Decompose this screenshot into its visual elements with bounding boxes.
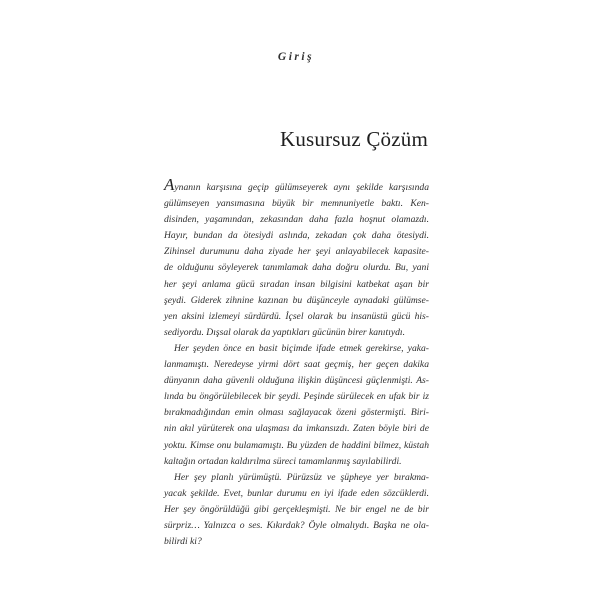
running-header: Giriş — [277, 51, 315, 63]
text-line: nin akıl yürüterek ona ulaşması da imkansızdı. Zaten böyle biri de — [164, 423, 429, 435]
text-line: şeydi. Giderek zihnine kazınan bu düşünceyle aynadaki gülümse- — [164, 294, 429, 306]
text-line: disinden, yaşamından, zekasından daha fazla hoşnut olamazdı. — [164, 214, 429, 226]
text-line: Zihinsel durumunu daha ziyade her şeyi anlayabilecek kapasite- — [164, 246, 429, 258]
paragraph — [164, 341, 429, 470]
chapter-title: Kusursuz Çözüm — [279, 127, 428, 151]
text-line: Her şeyden önce en basit biçimde ifade etmek gerekirse, yaka- — [174, 342, 429, 354]
text-line: sediyordu. Dışsal olarak da yaptıkları gücünün birer kanıtıydı. — [164, 326, 405, 338]
text-line: gülümseyen yansımasına büyük bir memnuniyetle baktı. Ken- — [164, 198, 429, 210]
text-line: her şeyi anlama gücü sıradan insan bilgisini katbekat aşan bir — [164, 278, 429, 290]
chapter-body — [164, 175, 429, 550]
text-line: lında bu öngörülebilecek bir şeydi. Peşinde sürülecek en ufak bir iz — [164, 391, 429, 403]
text-line: lanmamıştı. Neredeyse yirmi dört saat geçmiş, her geçen dakika — [164, 359, 429, 371]
text-line: dünyanın daha güvenli olduğuna ilişkin düşüncesi güçlenmişti. As- — [164, 375, 429, 387]
paragraph — [164, 470, 429, 550]
text-line: de olduğunu söyleyerek tanımlamak daha doğru olurdu. Bu, yani — [164, 262, 429, 274]
text-line: yoktu. Kimse onu bulamamıştı. Bu yüzden de haddini bilmez, küstah — [164, 439, 429, 451]
text-line: Her şey öngörüldüğü gibi gerçekleşmişti. Ne bir engel ne de bir — [164, 503, 429, 515]
text-line: Her şey planlı yürümüştü. Pürüzsüz ve şüpheye yer bırakma- — [174, 471, 429, 483]
drop-cap: A — [164, 175, 175, 194]
text-line: bırakmadığından emin olması sağlayacak özeni göstermişti. Biri- — [164, 407, 429, 419]
text-line: Aynanın karşısına geçip gülümseyerek aynı şekilde karşısında — [164, 175, 429, 194]
text-line: kaltağın ortadan kaldırılma süreci tamamlanmış sayılabilirdi. — [164, 455, 402, 467]
text-line: yacak şekilde. Evet, bunlar durumu en iyi ifade eden sözcüklerdi. — [164, 487, 429, 499]
paragraph — [164, 175, 429, 341]
text-line: Hayır, bundan da ötesiydi aslında, zekadan çok daha ötesiydi. — [164, 230, 429, 242]
text-line: sürpriz… Yalnızca o ses. Kıkırdak? Öyle olmalıydı. Başka ne ola- — [164, 519, 429, 531]
text-line: bilirdi ki? — [164, 536, 202, 548]
text-line: yen aksini izlemeyi sürdürdü. İçsel olarak bu insanüstü gücü his- — [164, 310, 429, 322]
